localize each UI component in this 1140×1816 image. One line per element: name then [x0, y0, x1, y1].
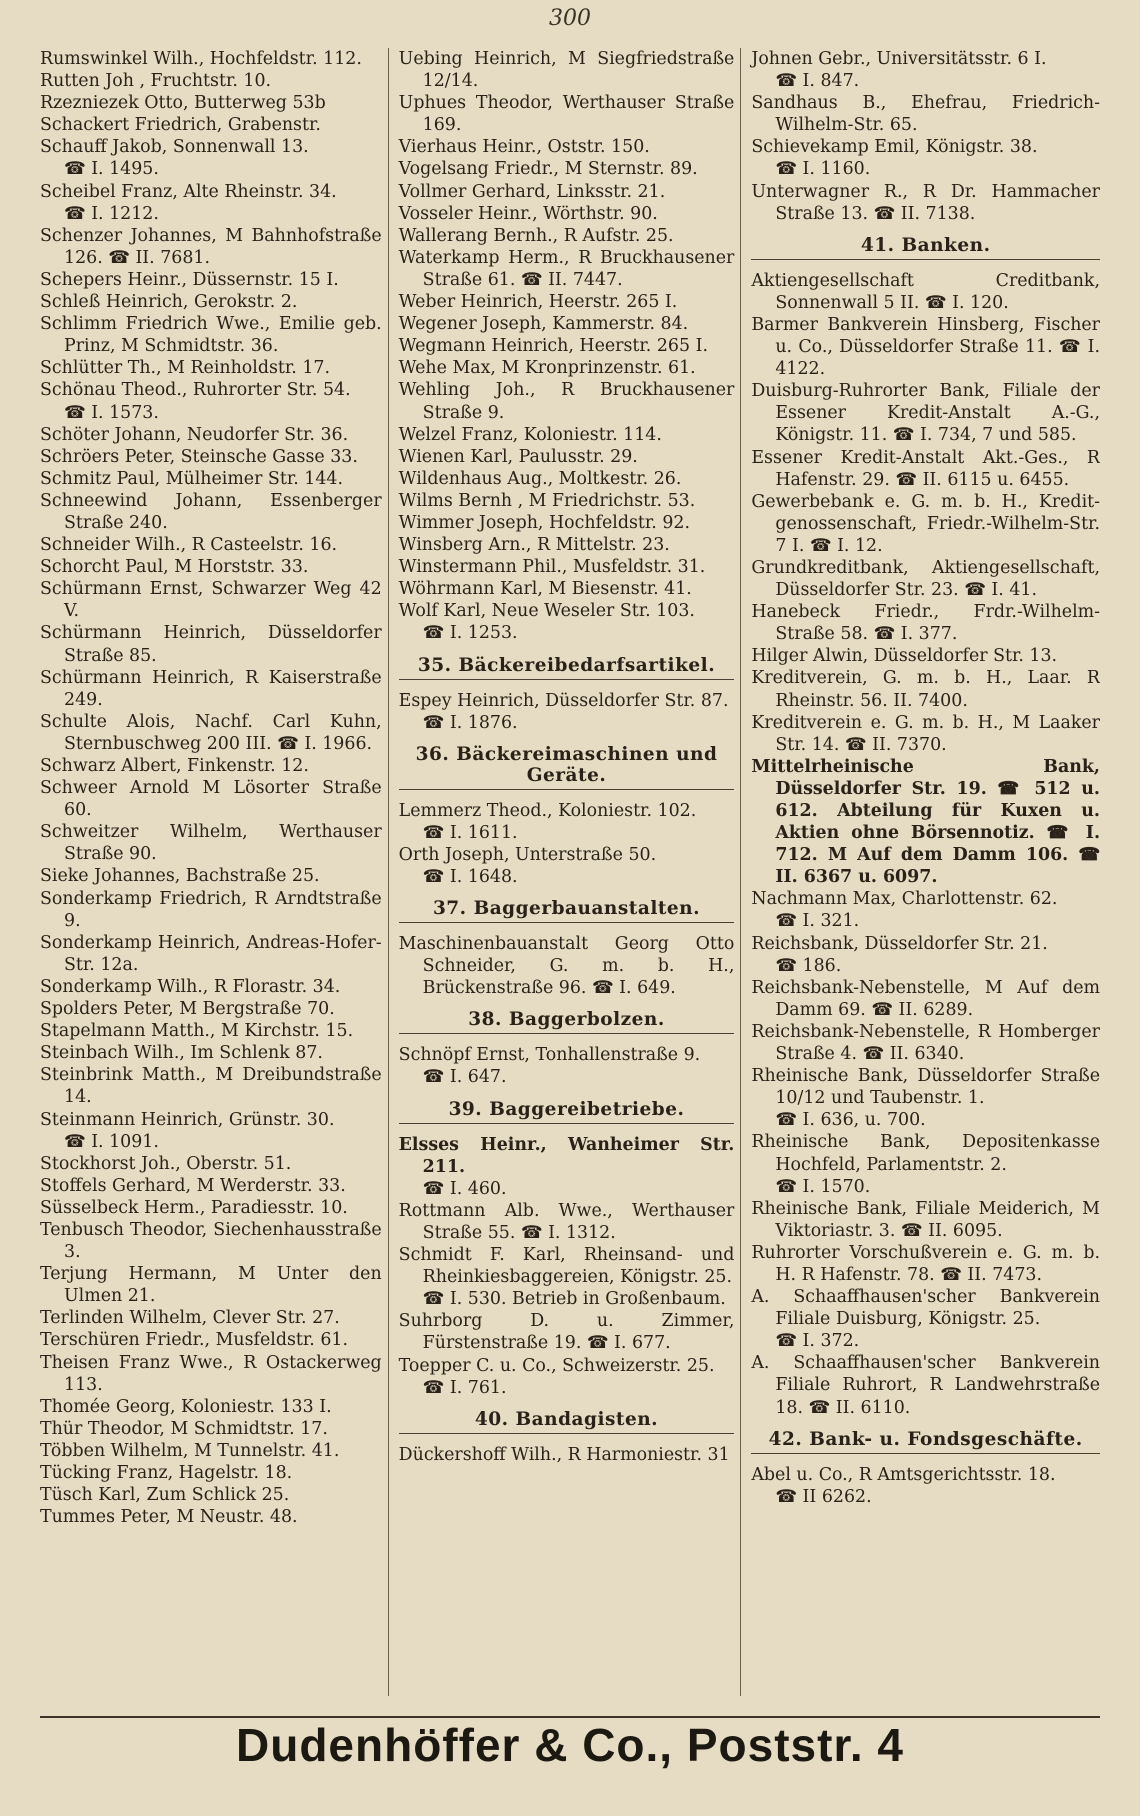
directory-columns	[40, 48, 1100, 1696]
directory-entry: Welzel Franz, Koloniestr. 114.	[398, 424, 662, 445]
directory-entry: Schnöpf Ernst, Tonhallenstraße 9.	[398, 1045, 701, 1066]
directory-entry: Steinbach Wilh., Im Schlenk 87.	[40, 1043, 323, 1064]
directory-entry: Tummes Peter, M Neustr. 48.	[40, 1507, 298, 1528]
directory-entry: Kreditverein, G. m. b. H., Laar. R Rheinstr. 56. II. 7400.	[751, 668, 1100, 711]
directory-entry: Wöhrmann Karl, M Biesenstr. 41.	[398, 579, 692, 600]
section-heading: 35. Bäckereibedarfsartikel.	[399, 655, 735, 680]
directory-entry: Johnen Gebr., Universitätsstr. 6 I.	[751, 49, 1047, 69]
directory-entry: Schürmann Heinrich, R Kaiserstraße 249.	[40, 667, 382, 710]
directory-entry: Elsses Heinr., Wanheimer Str. 211.	[398, 1134, 735, 1177]
directory-entry: Vogelsang Friedr., M Sternstr. 89.	[398, 159, 698, 180]
section-heading: 39. Baggereibetriebe.	[399, 1099, 735, 1124]
directory-entry: Rzezniezek Otto, Butterweg 53b	[40, 93, 326, 114]
directory-entry: Kreditverein e. G. m. b. H., M Laaker Str. 14. ☎ II. 7370.	[751, 712, 1100, 755]
directory-entry: Schulte Alois, Nachf. Carl Kuhn, Sternbuschweg 200 III. ☎ I. 1966.	[40, 711, 382, 754]
directory-entry: Spolders Peter, M Bergstraße 70.	[40, 999, 335, 1020]
directory-entry: Winstermann Phil., Musfeldstr. 31.	[398, 557, 706, 578]
directory-entry: Steinbrink Matth., M Dreibundstraße 14.	[40, 1065, 382, 1108]
directory-entry: Tüsch Karl, Zum Schlick 25.	[40, 1485, 290, 1506]
directory-entry: Schwarz Albert, Finkenstr. 12.	[40, 756, 309, 776]
directory-entry: Schorcht Paul, M Horststr. 33.	[40, 557, 309, 578]
directory-entry: Schenzer Johannes, M Bahnhofstraße 126. ☎ II. 7681.	[40, 225, 382, 268]
directory-entry: Reichsbank-Nebenstelle, R Homberger Straße 4. ☎ II. 6340.	[751, 1021, 1100, 1065]
directory-entry: Uphues Theodor, Werthauser Straße 169.	[398, 93, 735, 136]
directory-entry: Schmidt F. Karl, Rheinsand- und Rheinkiesbaggereien, Königstr. 25.	[398, 1245, 735, 1288]
phone-line: ☎ I. 1212.	[64, 203, 159, 224]
directory-entry: Mittelrheinische Bank, Düsseldorfer Str. 19. ☎ 512 u. 612. Abteilung für Kuxen u. Aktien ohne Börsennotiz. ☎ I. 712. M Auf dem Damm 106. ☎ II. 6367 u. 6097.	[751, 756, 1100, 888]
directory-entry: A. Schaaffhausen'scher Bankverein Filiale Ruhrort, R Landwehrstraße 18. ☎ II. 6110.	[751, 1353, 1100, 1418]
section-heading: 36. Bäckereimaschinen und Geräte.	[399, 744, 735, 790]
directory-entry: Stoffels Gerhard, M Werderstr. 33.	[40, 1175, 346, 1196]
directory-entry: Schürmann Ernst, Schwarzer Weg 42 V.	[40, 579, 382, 622]
directory-entry: Thomée Georg, Koloniestr. 133 I.	[40, 1396, 332, 1417]
phone-line: ☎ 186.	[775, 955, 842, 976]
directory-entry: Wilms Bernh , M Friedrichstr. 53.	[398, 490, 696, 511]
directory-entry: Sonderkamp Heinrich, Andreas-Hofer-Str. 12a.	[40, 932, 382, 975]
directory-entry: Rheinische Bank, Filiale Meiderich, M Viktoriastr. 3. ☎ II. 6095.	[751, 1198, 1100, 1241]
phone-line: ☎ I. 1648.	[422, 867, 518, 887]
directory-entry: Schievekamp Emil, Königstr. 38.	[751, 137, 1038, 158]
directory-entry: Hanebeck Friedr., Frdr.-Wilhelm-Straße 58. ☎ I. 377.	[751, 602, 1100, 645]
directory-entry: Schackert Friedrich, Grabenstr.	[40, 115, 321, 136]
directory-entry: Wimmer Joseph, Hochfeldstr. 92.	[398, 512, 690, 533]
directory-entry: Wallerang Bernh., R Aufstr. 25.	[398, 225, 674, 246]
directory-entry: Wildenhaus Aug., Moltkestr. 26.	[398, 468, 682, 489]
directory-entry: Schneider Wilh., R Casteelstr. 16.	[40, 535, 338, 556]
directory-entry: Weber Heinrich, Heerstr. 265 I.	[398, 292, 678, 313]
directory-entry: Schürmann Heinrich, Düsseldorfer Straße 85.	[40, 623, 382, 666]
directory-entry: Sieke Johannes, Bachstraße 25.	[40, 866, 320, 887]
directory-entry: Wolf Karl, Neue Weseler Str. 103.	[398, 601, 695, 622]
directory-entry: Ruhrorter Vorschußverein e. G. m. b. H. R Hafenstr. 78. ☎ II. 7473.	[751, 1242, 1100, 1285]
directory-entry: Winsberg Arn., R Mittelstr. 23.	[398, 535, 670, 556]
directory-entry: Nachmann Max, Charlottenstr. 62.	[751, 889, 1058, 910]
phone-line: ☎ I. 530. Betrieb in Großenbaum.	[422, 1289, 726, 1310]
directory-entry: Schmitz Paul, Mülheimer Str. 144.	[40, 468, 344, 489]
directory-entry: Aktiengesellschaft Creditbank, Sonnenwall 5 II. ☎ I. 120.	[751, 270, 1100, 313]
directory-entry: Essener Kredit-Anstalt Akt.-Ges., R Hafenstr. 29. ☎ II. 6115 u. 6455.	[751, 447, 1100, 490]
directory-entry: Wegmann Heinrich, Heerstr. 265 I.	[398, 336, 708, 357]
phone-line: ☎ I. 1160.	[775, 159, 871, 180]
directory-entry: Reichsbank, Düsseldorfer Str. 21.	[751, 933, 1048, 954]
directory-entry: Vosseler Heinr., Wörthstr. 90.	[398, 203, 658, 224]
footer-advertisement: Dudenhöffer & Co., Poststr. 4	[236, 1719, 904, 1771]
directory-entry: Schröers Peter, Steinsche Gasse 33.	[40, 446, 358, 467]
phone-line: ☎ I. 1570.	[775, 1176, 871, 1197]
directory-entry: Tücking Franz, Hagelstr. 18.	[40, 1463, 293, 1483]
phone-line: ☎ I. 1091.	[64, 1131, 159, 1152]
directory-entry: Süsselbeck Herm., Paradiesstr. 10.	[40, 1197, 348, 1218]
directory-entry: Orth Joseph, Unterstraße 50.	[398, 844, 657, 865]
column-2	[389, 48, 742, 1696]
column-1	[40, 48, 389, 1696]
directory-entry: Abel u. Co., R Amtsgerichtsstr. 18.	[751, 1464, 1056, 1485]
phone-line: ☎ I. 1253.	[422, 623, 518, 644]
directory-entry: Dückershoff Wilh., R Harmoniestr. 31	[398, 1444, 730, 1465]
directory-entry: Thür Theodor, M Schmidtstr. 17.	[40, 1418, 328, 1439]
directory-entry: Sandhaus B., Ehefrau, Friedrich-Wilhelm-Str. 65.	[751, 93, 1100, 136]
directory-entry: Schlütter Th., M Reinholdstr. 17.	[40, 358, 330, 379]
directory-entry: Duisburg-Ruhrorter Bank, Filiale der Essener Kredit-Anstalt A.-G., Königstr. 11. ☎ I. 734, 7 und 585.	[751, 381, 1100, 446]
directory-entry: Schauff Jakob, Sonnenwall 13.	[40, 137, 309, 158]
directory-entry: Sonderkamp Friedrich, R Arndtstraße 9.	[40, 888, 382, 931]
phone-line: ☎ I. 1611.	[422, 822, 518, 843]
directory-entry: Rumswinkel Wilh., Hochfeldstr. 112.	[40, 49, 362, 69]
directory-entry: Theisen Franz Wwe., R Ostackerweg 113.	[40, 1352, 382, 1395]
directory-entry: Vierhaus Heinr., Oststr. 150.	[398, 137, 650, 158]
section-heading: 38. Baggerbolzen.	[399, 1009, 735, 1034]
column-3	[741, 48, 1100, 1696]
directory-entry: Schönau Theod., Ruhrorter Str. 54.	[40, 380, 351, 401]
directory-entry: Barmer Bankverein Hinsberg, Fischer u. Co., Düsseldorfer Straße 11. ☎ I. 4122.	[751, 314, 1100, 380]
directory-entry: Scheibel Franz, Alte Rheinstr. 34.	[40, 181, 337, 202]
directory-entry: Schepers Heinr., Düssernstr. 15 I.	[40, 269, 339, 290]
directory-entry: Wehe Max, M Kronprinzenstr. 61.	[398, 358, 696, 379]
directory-entry: Schöter Johann, Neudorfer Str. 36.	[40, 424, 349, 445]
directory-entry: Lemmerz Theod., Koloniestr. 102.	[398, 800, 697, 821]
directory-entry: Terschüren Friedr., Musfeldstr. 61.	[40, 1330, 348, 1351]
phone-line: ☎ I. 372.	[775, 1331, 860, 1352]
directory-entry: Schleß Heinrich, Gerokstr. 2.	[40, 292, 298, 313]
directory-entry: Schlimm Friedrich Wwe., Emilie geb. Prinz, M Schmidtstr. 36.	[40, 314, 382, 357]
directory-entry: Wienen Karl, Paulusstr. 29.	[398, 446, 638, 467]
phone-line: ☎ I. 460.	[422, 1178, 507, 1199]
directory-entry: Többen Wilhelm, M Tunnelstr. 41.	[40, 1440, 340, 1461]
directory-entry: Sonderkamp Wilh., R Florastr. 34.	[40, 976, 341, 997]
phone-line: ☎ II 6262.	[775, 1486, 872, 1507]
phone-line: ☎ I. 1495.	[64, 159, 159, 180]
directory-entry: Waterkamp Herm., R Bruckhausener Straße 61. ☎ II. 7447.	[398, 247, 735, 290]
directory-entry: Schneewind Johann, Essenberger Straße 240.	[40, 490, 382, 533]
section-heading: 40. Bandagisten.	[399, 1409, 735, 1434]
directory-entry: Grundkreditbank, Aktiengesellschaft, Düsseldorfer Str. 23. ☎ I. 41.	[751, 557, 1100, 601]
section-heading: 42. Bank- u. Fondsgeschäfte.	[751, 1429, 1100, 1454]
directory-entry: Toepper C. u. Co., Schweizerstr. 25.	[398, 1355, 715, 1376]
directory-entry: Terjung Hermann, M Unter den Ulmen 21.	[40, 1264, 382, 1307]
directory-entry: Rheinische Bank, Düsseldorfer Straße 10/12 und Taubenstr. 1.	[751, 1066, 1100, 1109]
phone-line: ☎ I. 636, u. 700.	[775, 1110, 926, 1131]
directory-entry: Rottmann Alb. Wwe., Werthauser Straße 55. ☎ I. 1312.	[398, 1200, 735, 1243]
directory-entry: Wegener Joseph, Kammerstr. 84.	[398, 314, 689, 335]
directory-entry: Reichsbank-Nebenstelle, M Auf dem Damm 69. ☎ II. 6289.	[751, 977, 1100, 1020]
page-number: 300	[549, 6, 591, 31]
directory-entry: Suhrborg D. u. Zimmer, Fürstenstraße 19. ☎ I. 677.	[398, 1311, 735, 1354]
directory-entry: Rheinische Bank, Depositenkasse Hochfeld, Parlamentstr. 2.	[751, 1132, 1100, 1175]
directory-entry: Schweer Arnold M Lösorter Straße 60.	[40, 778, 382, 821]
phone-line: ☎ I. 761.	[422, 1377, 507, 1398]
directory-entry: Wehling Joh., R Bruckhausener Straße 9.	[398, 380, 735, 423]
phone-line: ☎ I. 647.	[422, 1067, 507, 1088]
directory-entry: Rutten Joh , Fruchtstr. 10.	[40, 71, 272, 92]
directory-entry: Unterwagner R., R Dr. Hammacher Straße 13. ☎ II. 7138.	[751, 181, 1100, 224]
directory-entry: A. Schaaffhausen'scher Bankverein Filiale Duisburg, Königstr. 25.	[751, 1287, 1100, 1330]
directory-entry: Stapelmann Matth., M Kirchstr. 15.	[40, 1021, 354, 1042]
directory-entry: Steinmann Heinrich, Grünstr. 30.	[40, 1109, 335, 1130]
directory-entry: Terlinden Wilhelm, Clever Str. 27.	[40, 1308, 340, 1329]
directory-entry: Tenbusch Theodor, Siechenhausstraße 3.	[40, 1219, 382, 1263]
directory-entry: Espey Heinrich, Düsseldorfer Str. 87.	[398, 690, 729, 711]
phone-line: ☎ I. 321.	[775, 911, 860, 932]
directory-entry: Vollmer Gerhard, Linksstr. 21.	[398, 181, 666, 202]
directory-entry: Schweitzer Wilhelm, Werthauser Straße 90.	[40, 822, 382, 865]
phone-line: ☎ I. 1573.	[64, 402, 159, 423]
directory-entry: Maschinenbauanstalt Georg Otto Schneider, G. m. b. H., Brückenstraße 96. ☎ I. 649.	[398, 934, 735, 999]
directory-entry: Stockhorst Joh., Oberstr. 51.	[40, 1153, 292, 1174]
phone-line: ☎ I. 847.	[775, 71, 860, 92]
section-heading: 41. Banken.	[751, 235, 1100, 260]
directory-entry: Uebing Heinrich, M Siegfriedstraße 12/14.	[398, 49, 735, 92]
directory-entry: Hilger Alwin, Düsseldorfer Str. 13.	[751, 646, 1058, 667]
section-heading: 37. Baggerbauanstalten.	[399, 898, 735, 923]
directory-entry: Gewerbebank e. G. m. b. H., Kredit-genossenschaft, Friedr.-Wilhelm-Str. 7 I. ☎ I. 12.	[751, 491, 1100, 556]
phone-line: ☎ I. 1876.	[422, 712, 518, 733]
